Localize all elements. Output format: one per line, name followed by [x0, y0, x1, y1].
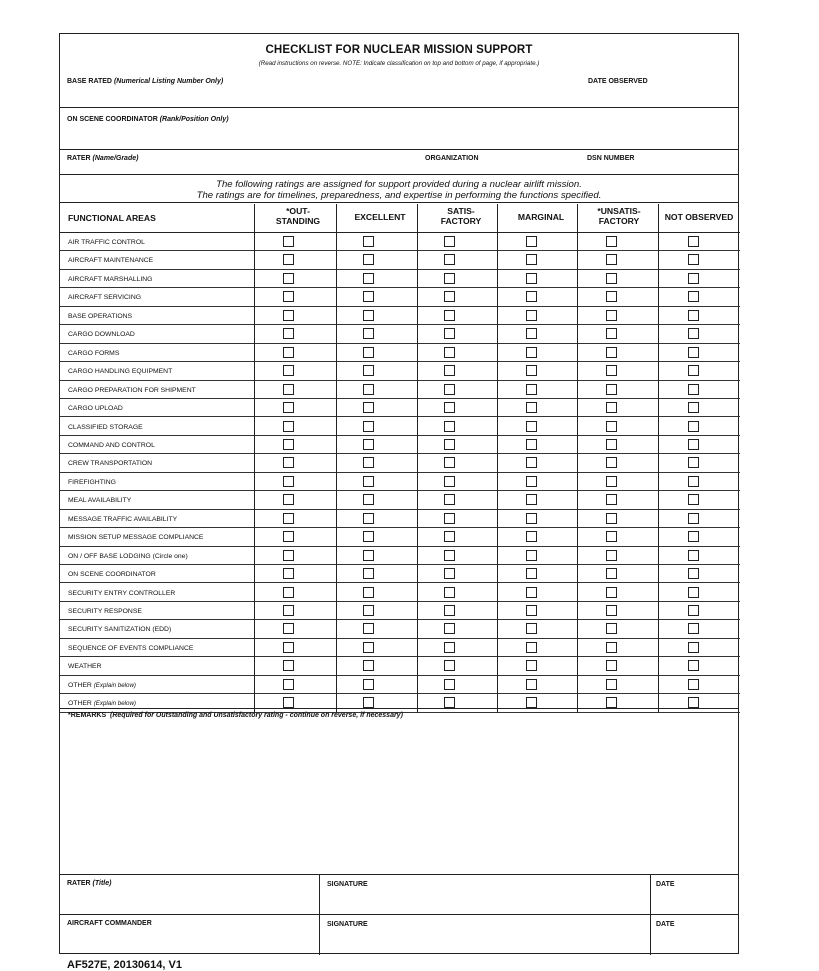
- checkbox-unsatisfactory[interactable]: [606, 605, 617, 616]
- checkbox-not-observed[interactable]: [688, 494, 699, 505]
- functional-area-name: MEAL AVAILABILITY: [68, 497, 132, 505]
- checkbox-marginal[interactable]: [526, 457, 537, 468]
- checkbox-unsatisfactory[interactable]: [606, 660, 617, 671]
- checkbox-satisfactory[interactable]: [444, 328, 455, 339]
- checkbox-satisfactory[interactable]: [444, 531, 455, 542]
- checkbox-outstanding[interactable]: [283, 402, 294, 413]
- table-row: [60, 528, 740, 546]
- column-divider: [497, 204, 498, 713]
- checkbox-marginal[interactable]: [526, 384, 537, 395]
- checkbox-unsatisfactory[interactable]: [606, 679, 617, 690]
- checkbox-marginal[interactable]: [526, 679, 537, 690]
- functional-area-label: [68, 276, 152, 283]
- checkbox-satisfactory[interactable]: [444, 402, 455, 413]
- checkbox-not-observed[interactable]: [688, 254, 699, 265]
- functional-area-label: [68, 368, 172, 375]
- functional-area-label: [68, 387, 196, 394]
- col-unsatisfactory: [575, 206, 663, 226]
- checkbox-unsatisfactory[interactable]: [606, 310, 617, 321]
- checkbox-not-observed[interactable]: [688, 531, 699, 542]
- table-row: [60, 362, 740, 380]
- checkbox-outstanding[interactable]: [283, 273, 294, 284]
- checkbox-unsatisfactory[interactable]: [606, 568, 617, 579]
- column-divider: [577, 204, 578, 713]
- checkbox-outstanding[interactable]: [283, 642, 294, 653]
- checkbox-excellent[interactable]: [363, 365, 374, 376]
- functional-area-name: SECURITY ENTRY CONTROLLER: [68, 589, 176, 597]
- checkbox-outstanding[interactable]: [283, 679, 294, 690]
- intro-line-1: The following ratings are assigned for support provided during a nuclear airlift mission.: [216, 179, 582, 190]
- checkbox-marginal[interactable]: [526, 623, 537, 634]
- checkbox-satisfactory[interactable]: [444, 605, 455, 616]
- functional-area-name: CARGO UPLOAD: [68, 405, 123, 413]
- table-row: [60, 436, 740, 454]
- checkbox-not-observed[interactable]: [688, 273, 699, 284]
- checkbox-marginal[interactable]: [526, 494, 537, 505]
- checkbox-not-observed[interactable]: [688, 236, 699, 247]
- table-row: [60, 473, 740, 491]
- checkbox-unsatisfactory[interactable]: [606, 365, 617, 376]
- checkbox-marginal[interactable]: [526, 365, 537, 376]
- functional-area-name: AIR TRAFFIC CONTROL: [68, 239, 145, 246]
- checkbox-marginal[interactable]: [526, 291, 537, 302]
- checkbox-satisfactory[interactable]: [444, 679, 455, 690]
- col-satisfactory-line2: FACTORY: [440, 216, 482, 226]
- functional-area-name: CREW TRANSPORTATION: [68, 460, 153, 468]
- checkbox-excellent[interactable]: [363, 347, 374, 358]
- checkbox-not-observed[interactable]: [688, 623, 699, 634]
- rater-hint: (Name/Grade): [92, 155, 139, 162]
- table-row: [60, 547, 740, 565]
- checkbox-satisfactory[interactable]: [444, 642, 455, 653]
- checkbox-excellent[interactable]: [363, 421, 374, 432]
- divider: [60, 174, 738, 175]
- functional-area-name: SECURITY SANITIZATION (EDD): [68, 626, 172, 634]
- col-satisfactory: [417, 206, 505, 226]
- checkbox-unsatisfactory[interactable]: [606, 291, 617, 302]
- functional-area-hint: (Explain below): [93, 681, 136, 689]
- checkbox-outstanding[interactable]: [283, 531, 294, 542]
- checkbox-excellent[interactable]: [363, 494, 374, 505]
- functional-area-name: CARGO FORMS: [68, 349, 120, 357]
- checkbox-not-observed[interactable]: [688, 421, 699, 432]
- col-unsatisfactory-line1: *UNSATIS-: [597, 206, 641, 216]
- checkbox-satisfactory[interactable]: [444, 291, 455, 302]
- checkbox-not-observed[interactable]: [688, 697, 699, 708]
- table-row: [60, 418, 740, 436]
- checkbox-outstanding[interactable]: [283, 605, 294, 616]
- checkbox-marginal[interactable]: [526, 697, 537, 708]
- osc-hint: (Rank/Position Only): [159, 116, 229, 123]
- checkbox-excellent[interactable]: [363, 513, 374, 524]
- checkbox-not-observed[interactable]: [688, 310, 699, 321]
- functional-area-name: CARGO PREPARATION FOR SHIPMENT: [68, 386, 196, 394]
- checkbox-marginal[interactable]: [526, 439, 537, 450]
- functional-area-label: [68, 553, 188, 560]
- col-outstanding: [254, 206, 342, 226]
- checkbox-marginal[interactable]: [526, 605, 537, 616]
- checkbox-not-observed[interactable]: [688, 513, 699, 524]
- functional-area-label: [68, 294, 141, 301]
- divider: [319, 874, 320, 955]
- checkbox-marginal[interactable]: [526, 642, 537, 653]
- table-row: [60, 399, 740, 417]
- table-row: [60, 344, 740, 362]
- checkbox-outstanding[interactable]: [283, 365, 294, 376]
- checkbox-marginal[interactable]: [526, 476, 537, 487]
- functional-area-name: WEATHER: [68, 663, 102, 671]
- col-excellent: EXCELLENT: [354, 212, 406, 222]
- checkbox-excellent[interactable]: [363, 291, 374, 302]
- checkbox-not-observed[interactable]: [688, 476, 699, 487]
- table-row: [60, 233, 740, 251]
- checkbox-outstanding[interactable]: [283, 421, 294, 432]
- divider: [60, 914, 738, 915]
- remarks-label: [68, 712, 403, 719]
- functional-area-name: FIREFIGHTING: [68, 478, 116, 486]
- checkbox-not-observed[interactable]: [688, 439, 699, 450]
- checkbox-unsatisfactory[interactable]: [606, 328, 617, 339]
- functional-area-label: [68, 571, 156, 578]
- rater-text: RATER: [67, 155, 91, 162]
- table-row: [60, 657, 740, 675]
- checkbox-outstanding[interactable]: [283, 439, 294, 450]
- functional-area-label: [68, 424, 143, 431]
- checkbox-outstanding[interactable]: [283, 494, 294, 505]
- checkbox-satisfactory[interactable]: [444, 494, 455, 505]
- checkbox-satisfactory[interactable]: [444, 697, 455, 708]
- checkbox-marginal[interactable]: [526, 402, 537, 413]
- rater-title-label: [67, 880, 111, 887]
- col-unsatisfactory-line2: FACTORY: [598, 216, 640, 226]
- checkbox-outstanding[interactable]: [283, 328, 294, 339]
- checkbox-marginal[interactable]: [526, 273, 537, 284]
- checkbox-not-observed[interactable]: [688, 365, 699, 376]
- col-outstanding-line2: STANDING: [275, 216, 321, 226]
- col-functional-areas: FUNCTIONAL AREAS: [68, 213, 156, 223]
- column-divider: [417, 204, 418, 713]
- functional-area-hint: (Explain below): [93, 700, 136, 708]
- functional-area-name: COMMAND AND CONTROL: [68, 441, 155, 449]
- checkbox-unsatisfactory[interactable]: [606, 384, 617, 395]
- checkbox-excellent[interactable]: [363, 236, 374, 247]
- checkbox-not-observed[interactable]: [688, 568, 699, 579]
- form-title: CHECKLIST FOR NUCLEAR MISSION SUPPORT: [265, 44, 533, 56]
- table-row: [60, 325, 740, 343]
- checkbox-excellent[interactable]: [363, 328, 374, 339]
- functional-area-label: [68, 479, 116, 486]
- functional-area-label: [68, 313, 132, 320]
- checkbox-satisfactory[interactable]: [444, 236, 455, 247]
- checkbox-excellent[interactable]: [363, 273, 374, 284]
- divider: [60, 149, 738, 150]
- checkbox-unsatisfactory[interactable]: [606, 236, 617, 247]
- checkbox-outstanding[interactable]: [283, 550, 294, 561]
- checkbox-not-observed[interactable]: [688, 550, 699, 561]
- checkbox-satisfactory[interactable]: [444, 365, 455, 376]
- header-divider: [60, 232, 740, 233]
- table-row: [60, 620, 740, 638]
- divider: [60, 874, 738, 875]
- functional-area-label: [68, 682, 136, 689]
- functional-area-name: AIRCRAFT MARSHALLING: [68, 275, 153, 283]
- checkbox-marginal[interactable]: [526, 513, 537, 524]
- checkbox-not-observed[interactable]: [688, 384, 699, 395]
- checkbox-excellent[interactable]: [363, 531, 374, 542]
- checkbox-satisfactory[interactable]: [444, 476, 455, 487]
- functional-area-label: [68, 442, 155, 449]
- divider: [650, 874, 651, 955]
- rater-title-text: RATER: [67, 880, 91, 887]
- checkbox-excellent[interactable]: [363, 310, 374, 321]
- remarks-hint: (Required for Outstanding and Unsatisfactory rating - continue on reverse, if necessary): [110, 712, 403, 719]
- base-rated-text: BASE RATED: [67, 78, 112, 85]
- functional-area-name: ON SCENE COORDINATOR: [68, 571, 156, 579]
- checkbox-outstanding[interactable]: [283, 347, 294, 358]
- functional-area-label: [68, 663, 101, 670]
- osc-text: ON SCENE COORDINATOR: [67, 116, 158, 123]
- rater-signature-label: SIGNATURE: [327, 881, 368, 888]
- checkbox-satisfactory[interactable]: [444, 347, 455, 358]
- table-row: [60, 676, 740, 694]
- divider: [60, 708, 738, 709]
- checkbox-marginal[interactable]: [526, 254, 537, 265]
- checkbox-unsatisfactory[interactable]: [606, 587, 617, 598]
- col-marginal: MARGINAL: [517, 212, 565, 222]
- checkbox-not-observed[interactable]: [688, 587, 699, 598]
- base-rated-label: [67, 78, 223, 85]
- checkbox-unsatisfactory[interactable]: [606, 254, 617, 265]
- checkbox-excellent[interactable]: [363, 679, 374, 690]
- checkbox-marginal[interactable]: [526, 347, 537, 358]
- checkbox-marginal[interactable]: [526, 550, 537, 561]
- checkbox-unsatisfactory[interactable]: [606, 531, 617, 542]
- checkbox-excellent[interactable]: [363, 457, 374, 468]
- functional-area-name: OTHER: [68, 681, 92, 689]
- column-divider: [336, 204, 337, 713]
- divider: [60, 202, 738, 203]
- checkbox-satisfactory[interactable]: [444, 623, 455, 634]
- checkbox-excellent[interactable]: [363, 402, 374, 413]
- checkbox-unsatisfactory[interactable]: [606, 273, 617, 284]
- table-row: [60, 510, 740, 528]
- checkbox-satisfactory[interactable]: [444, 587, 455, 598]
- form-subtitle: (Read instructions on reverse. NOTE: Indicate classification on top and bottom of page, if appropriate.): [258, 60, 540, 67]
- functional-area-name: MISSION SETUP MESSAGE COMPLIANCE: [68, 534, 204, 542]
- dsn-label: DSN NUMBER: [587, 155, 635, 162]
- table-row: [60, 491, 740, 509]
- checkbox-excellent[interactable]: [363, 550, 374, 561]
- checkbox-marginal[interactable]: [526, 236, 537, 247]
- rater-title-hint: (Title): [92, 880, 112, 887]
- functional-area-name: SECURITY RESPONSE: [68, 608, 142, 615]
- checkbox-excellent[interactable]: [363, 697, 374, 708]
- table-row: [60, 270, 740, 288]
- checkbox-unsatisfactory[interactable]: [606, 476, 617, 487]
- divider: [60, 107, 738, 108]
- checkbox-marginal[interactable]: [526, 587, 537, 598]
- checkbox-outstanding[interactable]: [283, 457, 294, 468]
- functional-area-label: [68, 608, 142, 615]
- commander-date-label: DATE: [656, 921, 675, 928]
- intro-line-2: The ratings are for timelines, preparedness, and expertise in performing the functions specified.: [196, 190, 602, 201]
- functional-area-label: [68, 516, 177, 523]
- table-row: [60, 602, 740, 620]
- checkbox-not-observed[interactable]: [688, 605, 699, 616]
- functional-area-name: MESSAGE TRAFFIC AVAILABILITY: [68, 515, 178, 523]
- remarks-text: *REMARKS: [68, 712, 107, 719]
- functional-area-label: [68, 645, 193, 652]
- commander-signature-label: SIGNATURE: [327, 921, 368, 928]
- checkbox-excellent[interactable]: [363, 660, 374, 671]
- checkbox-satisfactory[interactable]: [444, 310, 455, 321]
- checkbox-unsatisfactory[interactable]: [606, 402, 617, 413]
- functional-area-label: [68, 331, 135, 338]
- col-outstanding-line1: *OUT-: [286, 206, 310, 216]
- form-code: AF527E, 20130614, V1: [67, 959, 182, 971]
- checkbox-not-observed[interactable]: [688, 679, 699, 690]
- checkbox-unsatisfactory[interactable]: [606, 623, 617, 634]
- checkbox-marginal[interactable]: [526, 531, 537, 542]
- checkbox-excellent[interactable]: [363, 605, 374, 616]
- functional-area-name: CLASSIFIED STORAGE: [68, 423, 143, 431]
- rater-date-label: DATE: [656, 881, 675, 888]
- checkbox-not-observed[interactable]: [688, 642, 699, 653]
- column-divider: [658, 204, 659, 713]
- functional-area-label: [68, 350, 119, 357]
- checkbox-excellent[interactable]: [363, 587, 374, 598]
- commander-label: AIRCRAFT COMMANDER: [67, 920, 152, 927]
- table-row: [60, 565, 740, 583]
- checkbox-unsatisfactory[interactable]: [606, 457, 617, 468]
- functional-area-name: AIRCRAFT SERVICING: [68, 294, 142, 302]
- table-row: [60, 639, 740, 657]
- checkbox-outstanding[interactable]: [283, 660, 294, 671]
- checkbox-unsatisfactory[interactable]: [606, 439, 617, 450]
- checkbox-satisfactory[interactable]: [444, 273, 455, 284]
- checkbox-satisfactory[interactable]: [444, 384, 455, 395]
- checkbox-marginal[interactable]: [526, 310, 537, 321]
- table-row: [60, 584, 740, 602]
- checkbox-not-observed[interactable]: [688, 457, 699, 468]
- functional-area-label: [68, 626, 171, 633]
- checkbox-not-observed[interactable]: [688, 291, 699, 302]
- table-row: [60, 288, 740, 306]
- checkbox-excellent[interactable]: [363, 384, 374, 395]
- checkbox-unsatisfactory[interactable]: [606, 494, 617, 505]
- checkbox-marginal[interactable]: [526, 421, 537, 432]
- functional-area-label: [68, 497, 131, 504]
- osc-label: [67, 116, 229, 123]
- checkbox-excellent[interactable]: [363, 568, 374, 579]
- checkbox-outstanding[interactable]: [283, 291, 294, 302]
- functional-area-label: [68, 405, 123, 412]
- checkbox-satisfactory[interactable]: [444, 550, 455, 561]
- checkbox-not-observed[interactable]: [688, 660, 699, 671]
- functional-area-label: [68, 239, 145, 246]
- table-row: [60, 381, 740, 399]
- checkbox-satisfactory[interactable]: [444, 568, 455, 579]
- functional-area-label: [68, 700, 136, 707]
- checkbox-not-observed[interactable]: [688, 347, 699, 358]
- checkbox-outstanding[interactable]: [283, 476, 294, 487]
- col-satisfactory-line1: SATIS-: [447, 206, 475, 216]
- functional-area-name: CARGO HANDLING EQUIPMENT: [68, 368, 173, 376]
- functional-area-label: [68, 460, 152, 467]
- checkbox-satisfactory[interactable]: [444, 421, 455, 432]
- checkbox-outstanding[interactable]: [283, 697, 294, 708]
- checkbox-excellent[interactable]: [363, 623, 374, 634]
- checkbox-unsatisfactory[interactable]: [606, 642, 617, 653]
- table-row: [60, 454, 740, 472]
- checkbox-marginal[interactable]: [526, 660, 537, 671]
- checkbox-outstanding[interactable]: [283, 587, 294, 598]
- checkbox-satisfactory[interactable]: [444, 660, 455, 671]
- checkbox-outstanding[interactable]: [283, 236, 294, 247]
- checkbox-unsatisfactory[interactable]: [606, 550, 617, 561]
- checkbox-outstanding[interactable]: [283, 513, 294, 524]
- checkbox-outstanding[interactable]: [283, 623, 294, 634]
- checklist-form: [59, 33, 739, 954]
- functional-area-label: [68, 534, 203, 541]
- functional-area-name: AIRCRAFT MAINTENANCE: [68, 257, 154, 265]
- checkbox-satisfactory[interactable]: [444, 513, 455, 524]
- functional-area-label: [68, 590, 175, 597]
- rater-label: [67, 155, 138, 162]
- checkbox-satisfactory[interactable]: [444, 457, 455, 468]
- checkbox-excellent[interactable]: [363, 476, 374, 487]
- table-row: [60, 307, 740, 325]
- checkbox-not-observed[interactable]: [688, 328, 699, 339]
- functional-area-name: CARGO DOWNLOAD: [68, 331, 135, 339]
- checkbox-excellent[interactable]: [363, 642, 374, 653]
- checkbox-unsatisfactory[interactable]: [606, 697, 617, 708]
- checkbox-outstanding[interactable]: [283, 254, 294, 265]
- base-rated-hint: (Numerical Listing Number Only): [113, 78, 224, 85]
- functional-area-name: ON / OFF BASE LODGING (Circle one): [68, 552, 188, 560]
- checkbox-unsatisfactory[interactable]: [606, 513, 617, 524]
- checkbox-unsatisfactory[interactable]: [606, 347, 617, 358]
- functional-area-name: OTHER: [68, 700, 92, 708]
- checkbox-satisfactory[interactable]: [444, 439, 455, 450]
- checkbox-not-observed[interactable]: [688, 402, 699, 413]
- checkbox-unsatisfactory[interactable]: [606, 421, 617, 432]
- checkbox-excellent[interactable]: [363, 254, 374, 265]
- column-divider: [254, 204, 255, 713]
- checkbox-satisfactory[interactable]: [444, 254, 455, 265]
- table-row: [60, 251, 740, 269]
- col-not-observed: NOT OBSERVED: [664, 212, 734, 222]
- checkbox-excellent[interactable]: [363, 439, 374, 450]
- date-observed-label: DATE OBSERVED: [588, 78, 648, 85]
- table-row: [60, 694, 740, 712]
- functional-area-name: SEQUENCE OF EVENTS COMPLIANCE: [68, 644, 194, 652]
- organization-label: ORGANIZATION: [425, 155, 479, 162]
- functional-area-name: BASE OPERATIONS: [68, 312, 133, 320]
- checkbox-outstanding[interactable]: [283, 310, 294, 321]
- checkbox-marginal[interactable]: [526, 568, 537, 579]
- checkbox-outstanding[interactable]: [283, 384, 294, 395]
- checkbox-marginal[interactable]: [526, 328, 537, 339]
- functional-area-label: [68, 257, 153, 264]
- checkbox-outstanding[interactable]: [283, 568, 294, 579]
